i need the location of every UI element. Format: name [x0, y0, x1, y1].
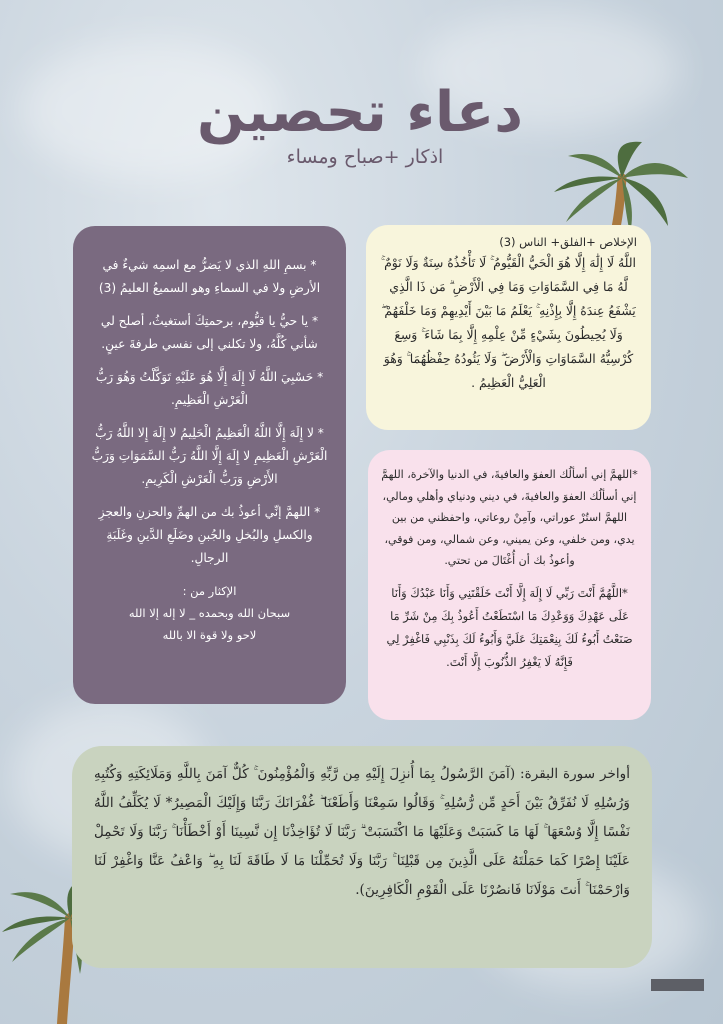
dua-box-pink	[368, 450, 651, 720]
extra-line-2: لاحو ولا قوة الا بالله	[162, 628, 257, 642]
page-subtitle: اذكار +صباح ومساء	[286, 146, 444, 168]
corner-bar	[651, 979, 704, 991]
pink-para-2: *اللَّهُمَّ أَنْتَ رَبِّي لَا إِلَهَ إِلَّا أَنْتَ خَلَقْتَنِي وَأَنَا عَبْدُكَ وَأَنَا عَلَى عَهْدِكَ وَوَعْدِكَ مَا اسْتَطَعْتُ أَعُوذُ بِكَ مِنْ شَرِّ مَا صَنَعْتُ أَبُوءُ لَكَ بِنِعْمَتِكَ عَلَيَّ وَأَبُوءُ لَكَ بِذَنْبِي فَاغْفِرْ لِي فَإِنَّهُ لَا يَغْفِرُ الذُّنُوبَ إِلَّا أَنْتَ.	[386, 585, 633, 669]
extra-heading: الإكثار من :	[182, 584, 237, 598]
adhkar-box-dark	[73, 226, 346, 704]
page-title: دعاء تحصين	[197, 80, 523, 145]
dark-item-2: * يا حيُّ يا قيُّوم، برحمتِكَ أستغيثُ، أصلح لي شأني كُلَّهُ، ولا تكلني إلى نفسي طرفةَ عينٍ.	[100, 314, 319, 351]
ayat-kursi-text: اللَّهُ لَا إِلَٰهَ إِلَّا هُوَ الْحَيُّ الْقَيُّومُ ۚ لَا تَأْخُذُهُ سِنَةٌ وَلَا نَوْمٌ ۚ لَّهُ مَا فِي السَّمَاوَاتِ وَمَا فِي الْأَرْضِ ۗ مَن ذَا الَّذِي يَشْفَعُ عِندَهُ إِلَّا بِإِذْنِهِ ۚ يَعْلَمُ مَا بَيْنَ أَيْدِيهِمْ وَمَا خَلْفَهُمْ ۖ وَلَا يُحِيطُونَ بِشَيْءٍ مِّنْ عِلْمِهِ إِلَّا بِمَا شَاءَ ۚ وَسِعَ كُرْسِيُّهُ السَّمَاوَاتِ وَالْأَرْضَ ۖ وَلَا يَئُودُهُ حِفْظُهُمَا ۚ وَهُوَ الْعَلِيُّ الْعَظِيمُ .	[381, 255, 636, 390]
baqarah-box	[72, 746, 652, 968]
dark-item-3: * حَسْبِيَ اللَّهُ لَا إِلَهَ إِلَّا هُوَ عَلَيْهِ تَوَكَّلْتُ وَهُوَ رَبُّ الْعَرْشِ الْعَظِيمِ.	[95, 370, 324, 407]
dark-extra-section	[87, 580, 332, 646]
extra-line-1: سبحان الله وبحمده _ لا إله إلا الله	[128, 606, 291, 620]
ayat-kursi-box	[366, 225, 651, 430]
dark-item-4: * لا إِلَهَ إِلَّا اللَّهُ الْعَظِيمُ الْحَلِيمُ لا إِلَهَ إِلا اللَّهُ رَبُّ الْعَرْشِ الْعَظِيمِ لا إِلَهَ إِلَّا اللَّهُ رَبُّ السَّمَوَاتِ وَرَبُّ الأَرْضِ وَرَبُّ الْعَرْشِ الْكَرِيمِ.	[91, 426, 328, 486]
pink-para-1: *اللهمَّ إني أسألُك العفوَ والعافيةَ، في الدنيا والآخرة، اللهمَّ إني أسألُك العفوَ والعافيةَ، في ديني ودنياي وأهلي ومالي، اللهمَّ استُرْ عوراتي، وآمِنْ روعاتي، واحفظني من بين يدي، ومن خلفي، وعن يميني، وعن شمالي، ومن فوقي، وأعوذُ بك أن أُغْتَالَ من تحتي.	[381, 468, 638, 567]
dark-item-1: * بسمِ اللهِ الذي لا يَضرُّ مع اسمِه شيءٌ في الأرضِ ولا في السماءِ وهو السميعُ العليمُ (3)	[98, 258, 321, 295]
cream-heading: الإخلاص +الفلق+ الناس (3)	[499, 235, 637, 249]
baqarah-text: أواخر سورة البقرة: (آمَنَ الرَّسُولُ بِمَا أُنزِلَ إِلَيْهِ مِن رَّبِّهِ وَالْمُؤْمِنُونَ ۚ كُلٌّ آمَنَ بِاللَّهِ وَمَلَائِكَتِهِ وَكُتُبِهِ وَرُسُلِهِ لَا نُفَرِّقُ بَيْنَ أَحَدٍ مِّن رُّسُلِهِ ۚ وَقَالُوا سَمِعْنَا وَأَطَعْنَا ۖ غُفْرَانَكَ رَبَّنَا وَإِلَيْكَ الْمَصِيرُ* لَا يُكَلِّفُ اللَّهُ نَفْسًا إِلَّا وُسْعَهَا ۚ لَهَا مَا كَسَبَتْ وَعَلَيْهَا مَا اكْتَسَبَتْ ۗ رَبَّنَا لَا تُؤَاخِذْنَا إِن نَّسِينَا أَوْ أَخْطَأْنَا ۚ رَبَّنَا وَلَا تَحْمِلْ عَلَيْنَا إِصْرًا كَمَا حَمَلْتَهُ عَلَى الَّذِينَ مِن قَبْلِنَا ۚ رَبَّنَا وَلَا تُحَمِّلْنَا مَا لَا طَاقَةَ لَنَا بِهِ ۖ وَاعْفُ عَنَّا وَاغْفِرْ لَنَا وَارْحَمْنَا ۚ أَنتَ مَوْلَانَا فَانصُرْنَا عَلَى الْقَوْمِ الْكَافِرِينَ).	[94, 766, 630, 898]
dark-item-5: * اللهمَّ إنِّي أعوذُ بك من الهمِّ والحزنِ والعجزِ والكسلِ والبُخلِ والجُبنِ وضَلَعِ الدَّينِ وغَلَبَةِ الرجالِ.	[98, 505, 321, 565]
